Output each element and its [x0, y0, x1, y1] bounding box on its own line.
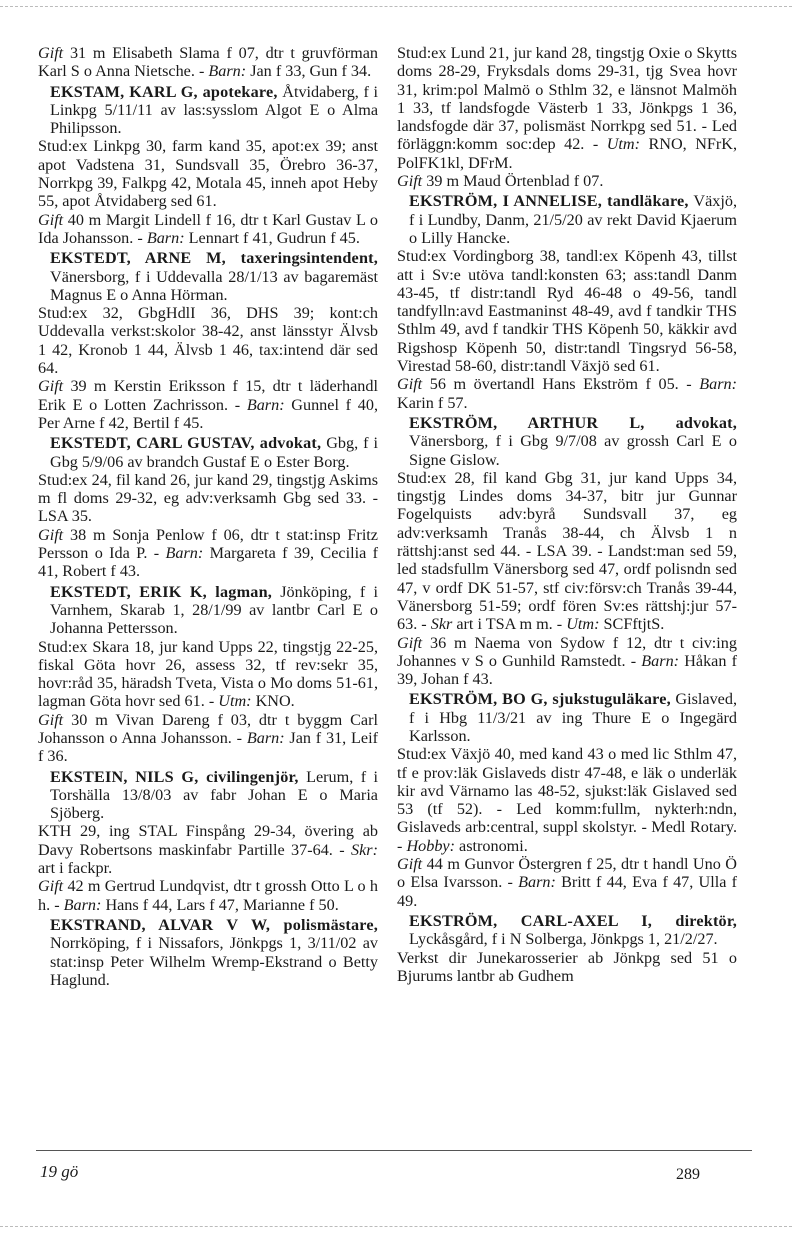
entry-body: Vänersborg, f i Uddevalla 28/1/13 av bagaremäst Magnus E o Anna Hörman. — [50, 267, 378, 304]
entry-ekstedt-erik — [38, 583, 378, 766]
barn-text: Britt f 44, Eva f 47, Ulla f 49. — [397, 873, 737, 910]
entry-heading: EKSTAM, KARL G, apotekare, — [50, 82, 278, 101]
barn-text: Gunnel f 40, Per Arne f 42, Bertil f 45. — [38, 395, 378, 432]
entry-heading: EKSTRÖM, BO G, sjukstuguläkare, — [409, 690, 671, 709]
skr-text: art i fackpr. — [38, 859, 113, 878]
entry-body: Lerum, f i Torshälla 13/8/03 av fabr Johan E o Maria Sjöberg. — [50, 767, 378, 823]
entry-ekstrom-arthur — [397, 414, 737, 688]
barn-text: Jan f 33, Gun f 34. — [246, 62, 372, 81]
page-number: 289 — [676, 1166, 700, 1183]
gift-label: Gift — [397, 172, 423, 191]
gift-text: 40 m Margit Lindell f 16, dtr t Karl Gustav L o Ida Johansson. - — [38, 210, 378, 247]
barn-label: Barn: — [146, 228, 185, 247]
entry-ekstrom-annelise — [397, 192, 737, 412]
entry-ekstedt-carl — [38, 434, 378, 580]
gift-text: 39 m Maud Örtenblad f 07. — [422, 172, 604, 191]
entry-career: Verkst dir Junekarosserier ab Jönkpg sed 51 o Bjurums lantbr ab Gudhem — [397, 948, 737, 985]
utm-text: SCFftjtS. — [599, 615, 665, 634]
utm-label: Utm: — [218, 692, 252, 711]
barn-label: Barn: — [246, 395, 285, 414]
gift-text: 42 m Gertrud Lundqvist, dtr t grossh Otto L o h h. - — [38, 877, 378, 914]
entry-heading: EKSTEDT, ERIK K, lagman, — [50, 582, 273, 601]
gift-text: 30 m Vivan Dareng f 03, dtr t byggm Carl Johansson o Anna Johansson. - — [38, 710, 378, 747]
entry-career: Stud:ex Skara 18, jur kand Upps 22, tingstjg 22-25, fiskal Göta hovr 26, assess 32, tf rev:sekr 35, hovr:råd 35, häradsh Tveta, Vista o Mo doms 51-61, lagman Göta hovr sed 61. - — [38, 637, 378, 711]
barn-label: Barn: — [518, 873, 556, 892]
barn-text: Karin f 57. — [397, 393, 468, 412]
gift-label: Gift — [397, 375, 423, 394]
gift-label: Gift — [38, 877, 64, 896]
barn-label: Barn: — [208, 62, 247, 81]
gift-text: 44 m Gunvor Östergren f 25, dtr t handl Uno Ö o Elsa Ivarsson. - — [397, 855, 737, 892]
entry-ekstedt-arne — [38, 249, 378, 432]
entry-heading: EKSTRAND, ALVAR V W, polismästare, — [50, 915, 378, 934]
gift-label: Gift — [38, 377, 64, 396]
entry-heading: EKSTRÖM, CARL-AXEL I, direktör, — [409, 911, 737, 930]
barn-label: Barn: — [246, 728, 285, 747]
entry-body: Gislaved, f i Hbg 11/3/21 av ing Thure E o Ingegärd Karlsson. — [409, 690, 737, 745]
entry-ekstein-nils — [38, 768, 378, 914]
barn-label: Barn: — [641, 651, 680, 670]
entry-heading: EKSTRÖM, I ANNELISE, tandläkare, — [409, 192, 689, 211]
signature-mark: 19 gö — [40, 1162, 79, 1181]
utm-text: KNO. — [251, 692, 295, 711]
hobby-text: astronomi. — [454, 836, 528, 855]
gift-label: Gift — [38, 525, 64, 544]
entry-career: Stud:ex Linkpg 30, farm kand 35, apot:ex 39; anst apot Vadstena 31, Sundsvall 35, Örebro 36-37, Norrkpg 39, Falkpg 42, Motala 45, inneh apot Heby 55, apot Åtvidaberg sed 61. — [38, 137, 378, 211]
entry-continuation — [38, 44, 378, 81]
footer-rule — [36, 1150, 752, 1151]
entry-heading: EKSTRÖM, ARTHUR L, advokat, — [409, 413, 737, 432]
barn-label: Barn: — [165, 544, 204, 563]
barn-text: Jan f 31, Leif f 36. — [38, 728, 378, 766]
barn-text: Margareta f 39, Cecilia f 41, Robert f 43. — [38, 544, 378, 581]
gift-label: Gift — [397, 633, 423, 652]
gift-label: Gift — [397, 855, 423, 874]
gift-label: Gift — [38, 44, 64, 62]
scan-edge-top — [0, 6, 792, 7]
entry-career: Stud:ex 28, fil kand Gbg 31, jur kand Upps 34, tingstjg Lindes doms 34-37, bitr jur Gunnar Fogelquists adv:byrå Sundsvall 37, eg adv:verksamh Tranås 38-44, ch Älvsb 1 n rättshj:anst sed 44. - LSA 39. - Landst:man sed 59, led stadsfullm Vänersborg sed 47, ordf polisndn sed 47, v ordf DK 51-57, stf civ:försv:ch Tranås 39-44, Vänersborg 51-59; ordf fören Sv:es rättshj:jur 57-63. - — [397, 468, 737, 634]
entry-career: KTH 29, ing STAL Finspång 29-34, övering ab Davy Robertsons maskinfabr Partille 37-64. - — [38, 822, 378, 859]
entry-body: Åtvidaberg, f i Linkpg 5/11/11 av las:sysslom Algot E o Alma Philipsson. — [50, 82, 379, 138]
entry-heading: EKSTEIN, NILS G, civilingenjör, — [50, 767, 299, 786]
entry-career: Stud:ex Vordingborg 38, tandl:ex Köpenh 43, tillst att i Sv:e utöva tandl:konsten 63; ass:tandl Danm 43-45, tf distr:tandl Ryd 46-48 o 49-56, tandl tandfylln:avd Eastmaninst 48-49, avd f tandkir THS Sthlm 49, avd f tandkir THS Köpenh 50, käkkir avd Rigshosp Köpenh 50, distr:tandl Tingsryd 56-58, Virestad 58-60, distr:tandl Växjö sed 61. — [397, 247, 737, 376]
scan-edge-bottom — [0, 1226, 792, 1227]
entry-career: Stud:ex 32, GbgHdlI 36, DHS 39; kont:ch Uddevalla verkst:skolor 38-42, anst länsstyr Älvsb 1 42, Kronob 1 44, Älvsb 1 46, tax:intend där sed 64. — [38, 304, 378, 378]
gift-text: 31 m Elisabeth Slama f 07, dtr t gruvförman Karl S o Anna Nietsche. - — [38, 44, 378, 81]
entry-career: Stud:ex Lund 21, jur kand 28, tingstjg Oxie o Skytts doms 28-29, Fryksdals doms 29-31, tjg Svea hovr 31, krim:pol Malmö o Sthlm 32, e länsnot Malmöh 1 33, tf landsfogde Västerb 1 33, Jönkpgs 1 36, landsfogde där 37, polismäst Norrkpg sed 51. - Led förläggn:komm soc:dep 42. - — [397, 44, 737, 154]
entry-body: Norrköping, f i Nissafors, Jönkpgs 1, 3/11/02 av stat:insp Peter Wilhelm Wremp-Ekstrand o Betty Haglund. — [50, 934, 378, 989]
gift-label: Gift — [38, 710, 64, 729]
entry-body: Vänersborg, f i Gbg 9/7/08 av grossh Carl E o Signe Gislow. — [409, 432, 737, 469]
entry-ekstrom-carl-axel — [397, 912, 737, 985]
utm-label: Utm: — [566, 615, 600, 634]
barn-text: Hans f 44, Lars f 47, Marianne f 50. — [101, 895, 339, 914]
skr-label: Skr: — [351, 840, 378, 859]
entry-body: Växjö, f i Lundby, Danm, 21/5/20 av rekt David Kjaerum o Lilly Hancke. — [409, 192, 737, 247]
entry-career: Stud:ex 24, fil kand 26, jur kand 29, tingstjg Askims m fl doms 29-32, eg adv:verksamh Gbg sed 33. - LSA 35. — [38, 470, 378, 526]
entry-ekstrom-bo — [397, 690, 737, 910]
right-column — [397, 44, 737, 985]
entry-body: Lyckåsgård, f i N Solberga, Jönkpgs 1, 21/2/27. — [409, 930, 718, 949]
entry-continuation — [397, 44, 737, 190]
gift-text: 38 m Sonja Penlow f 06, dtr t stat:insp Fritz Persson o Ida P. - — [38, 525, 378, 563]
entry-body: Jönköping, f i Varnhem, Skarab 1, 28/1/99 av lantbr Carl E o Johanna Pettersson. — [50, 582, 378, 638]
entry-heading: EKSTEDT, CARL GUSTAV, advokat, — [50, 434, 322, 453]
utm-text: RNO, NFrK, PolFK1kl, DFrM. — [397, 135, 738, 172]
gift-text: 39 m Kerstin Eriksson f 15, dtr t läderhandl Erik E o Lotten Zachrisson. - — [38, 377, 378, 414]
left-column — [38, 44, 378, 989]
barn-label: Barn: — [63, 895, 102, 914]
hobby-label: Hobby: — [406, 836, 455, 855]
gift-text: 56 m övertandl Hans Ekström f 05. - — [422, 375, 700, 394]
barn-text: Håkan f 39, Johan f 43. — [397, 651, 737, 689]
entry-ekstam-karl — [38, 83, 378, 248]
entry-career: Stud:ex Växjö 40, med kand 43 o med lic Sthlm 47, tf e prov:läk Gislaveds distr 47-48, e läk o underläk kir avd Värnamo las 48-52, sjukst:läk Gislaved sed 53 (tf 52). - Led komm:fullm, nykterh:ndn, Gislaveds arb:central, suppl skolstyr. - Medl Rotary. - — [397, 745, 737, 855]
entry-ekstrand-alvar — [38, 916, 378, 989]
entry-body: Gbg, f i Gbg 5/9/06 av brandch Gustaf E o Ester Borg. — [50, 434, 378, 471]
skr-text: art i TSA m m. - — [452, 615, 567, 634]
gift-label: Gift — [38, 210, 64, 229]
gift-text: 36 m Naema von Sydow f 12, dtr t civ:ing Johannes v S o Gunhild Ramstedt. - — [397, 633, 737, 670]
barn-label: Barn: — [699, 375, 737, 394]
entry-heading: EKSTEDT, ARNE M, taxeringsintendent, — [50, 249, 378, 268]
utm-label: Utm: — [606, 135, 640, 154]
barn-text: Lennart f 41, Gudrun f 45. — [184, 228, 360, 247]
skr-label: Skr — [430, 615, 453, 634]
